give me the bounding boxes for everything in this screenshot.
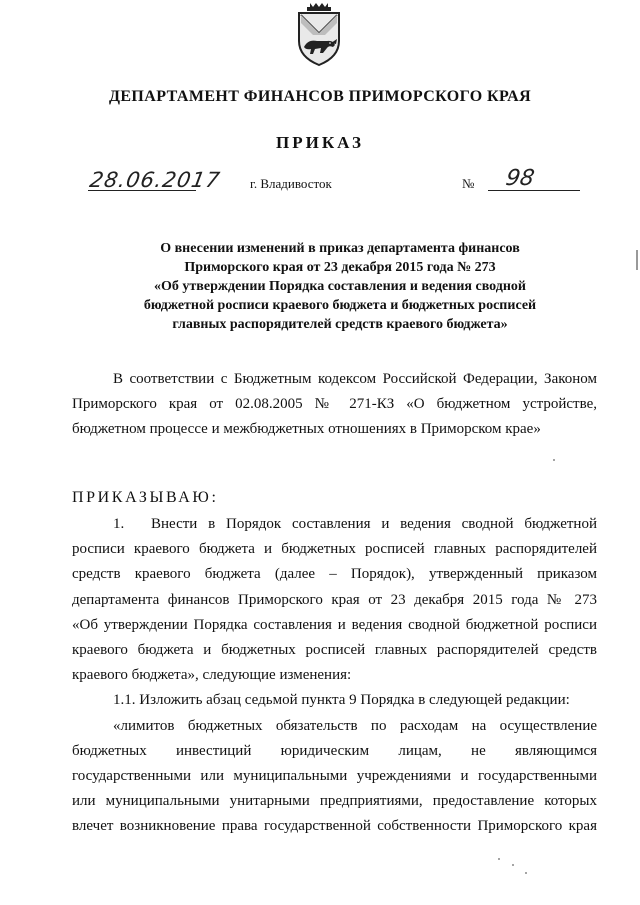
item-first-line: Внести в Порядок составления и ведения сводной бюджетной	[151, 516, 597, 532]
text-line: краевого бюджета», следующие изменения:	[72, 667, 352, 684]
number-underline	[488, 190, 580, 191]
text-line: краевого бюджета и бюджетных росписей главных распорядителей средств	[72, 641, 597, 658]
text-line: департамента финансов Приморского края от 23 декабря 2015 года № 273	[72, 591, 597, 608]
subject-line: О внесении изменений в приказ департамента финансов	[160, 241, 520, 256]
handwritten-number: 98	[503, 166, 537, 191]
text-line: бюджетных инвестиций юридическим лицам, не являющимся	[72, 742, 597, 759]
scan-speck	[498, 858, 500, 860]
item-number: 1.	[113, 516, 125, 532]
text-line: средств краевого бюджета (далее – Порядок), утвержденный приказом	[72, 566, 597, 583]
number-label: №	[462, 176, 475, 191]
department-name: ДЕПАРТАМЕНТ ФИНАНСОВ ПРИМОРСКОГО КРАЯ	[108, 88, 532, 105]
scan-margin-mark	[636, 250, 638, 270]
text-line: бюджетном процессе и межбюджетных отношениях в Приморском крае»	[72, 421, 541, 438]
subject-line: главных распорядителей средств краевого бюджета»	[172, 317, 508, 332]
handwritten-date: 28.06.2017	[87, 168, 223, 192]
item-1-paragraph	[72, 512, 597, 839]
order-word: ПРИКАЗЫВАЮ:	[72, 489, 219, 506]
text-line: Приморского края от 02.08.2005 № 271-КЗ «О бюджетном устройстве,	[72, 396, 597, 413]
document-type: ПРИКАЗ	[276, 133, 364, 152]
coat-of-arms-icon	[293, 3, 345, 67]
text-line: влечет возникновение права государственной собственности Приморского края	[72, 818, 597, 835]
text-line: росписи краевого бюджета и бюджетных росписей главных распорядителей	[72, 541, 597, 558]
text-line: В соответствии с Бюджетным кодексом Российской Федерации, Законом	[113, 371, 597, 387]
scan-speck	[553, 459, 555, 461]
text-line	[72, 512, 597, 537]
preamble-paragraph	[72, 367, 597, 443]
subject-line: «Об утверждении Порядка составления и ведения сводной	[154, 279, 526, 294]
subject-line: Приморского края от 23 декабря 2015 года № 273	[184, 260, 496, 275]
date-underline	[88, 190, 196, 191]
text-line: «лимитов бюджетных обязательств по расходам на осуществление	[113, 717, 597, 734]
document-subject	[90, 239, 590, 334]
text-line: государственными или муниципальными учреждениями и государственными	[72, 767, 597, 784]
item-1-1-line: 1.1. Изложить абзац седьмой пункта 9 Порядка в следующей редакции:	[113, 692, 570, 709]
scan-speck	[512, 864, 514, 866]
text-line: или муниципальными унитарными предприятиями, предоставление которых	[72, 793, 597, 810]
city-label: г. Владивосток	[250, 176, 332, 191]
scan-speck	[525, 872, 527, 874]
text-line: «Об утверждении Порядка составления и ведения сводной бюджетной росписи	[72, 616, 597, 633]
subject-line: бюджетной росписи краевого бюджета и бюджетных росписей	[143, 298, 537, 313]
